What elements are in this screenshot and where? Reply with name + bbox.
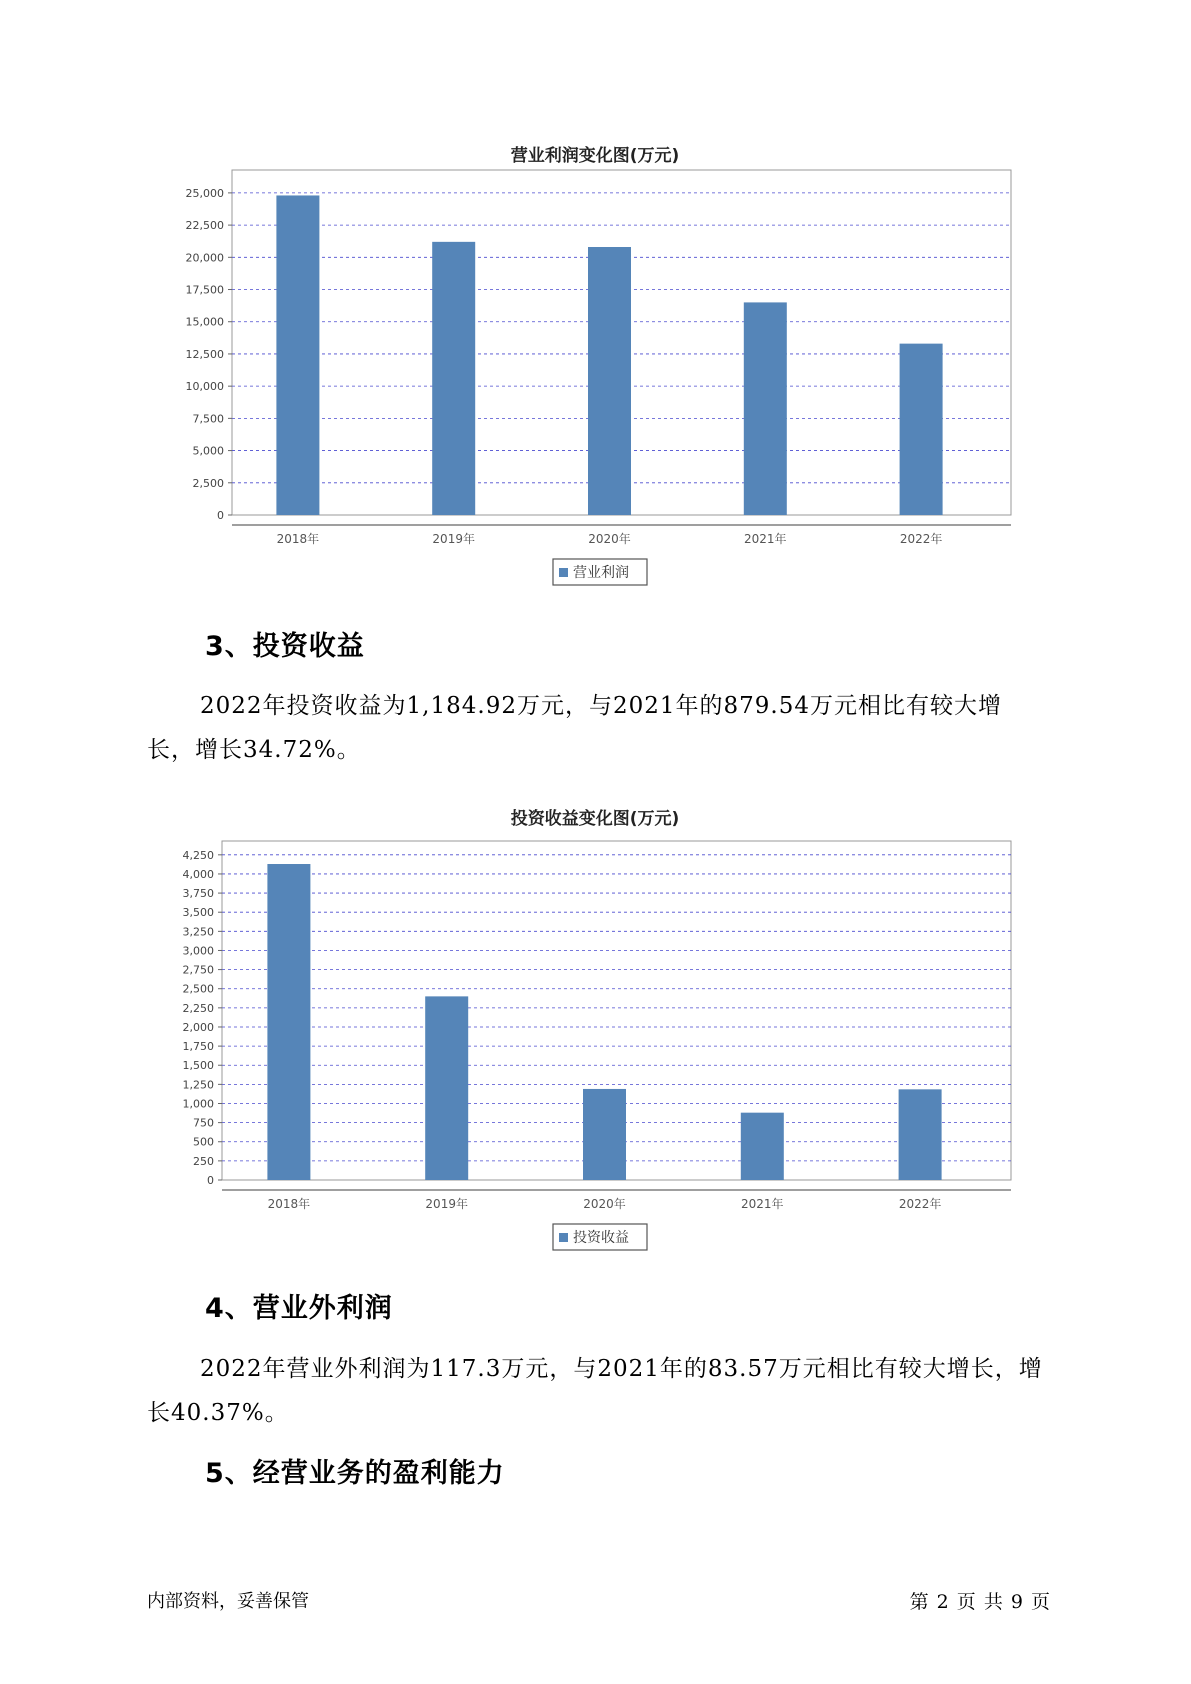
bar-2021年: [744, 302, 787, 515]
investment-income-chart-svg: [0, 798, 1191, 1258]
y-tick-label: 3,500: [182, 906, 214, 920]
y-tick-label: 750: [193, 1116, 214, 1130]
y-tick-label: 2,750: [182, 963, 214, 977]
x-tick-label: 2020年: [583, 1197, 626, 1211]
y-tick-label: 2,500: [182, 982, 214, 996]
bar-2020年: [588, 247, 631, 515]
y-tick-label: 1,250: [182, 1078, 214, 1092]
section-4-paragraph: 2022年营业外利润为117.3万元，与2021年的83.57万元相比有较大增长，增长40.37%。: [147, 1356, 1043, 1426]
y-tick-label: 1,750: [182, 1040, 214, 1054]
legend-label: 营业利润: [573, 565, 629, 581]
x-tick-label: 2020年: [588, 532, 631, 546]
legend-label: 投资收益: [573, 1230, 629, 1246]
x-tick-label: 2019年: [425, 1197, 468, 1211]
x-tick-label: 2018年: [276, 532, 320, 546]
y-tick-label: 500: [193, 1135, 214, 1149]
bar-2020年: [583, 1089, 626, 1180]
footer-confidential-note: 内部资料，妥善保管: [147, 1591, 309, 1612]
chart-title: 营业利润变化图(万元): [510, 146, 680, 166]
footer-page-number: 第 2 页 共 9 页: [909, 1591, 1051, 1613]
y-tick-label: 22,500: [185, 219, 224, 233]
section-3-paragraph: 2022年投资收益为1,184.92万元，与2021年的879.54万元相比有较大增长，增长34.72%。: [147, 693, 1002, 763]
operating-profit-chart: [0, 135, 1191, 595]
bar-2021年: [741, 1113, 784, 1180]
x-tick-label: 2021年: [741, 1197, 784, 1211]
y-tick-label: 0: [217, 509, 224, 522]
legend-swatch: [559, 568, 568, 577]
y-tick-label: 2,500: [192, 476, 224, 490]
y-tick-label: 20,000: [185, 251, 224, 265]
y-tick-label: 2,250: [182, 1001, 214, 1015]
y-tick-label: 1,000: [182, 1097, 214, 1111]
y-tick-label: 7,500: [192, 412, 224, 426]
x-tick-label: 2022年: [899, 532, 943, 546]
bar-2019年: [425, 996, 468, 1180]
y-tick-label: 25,000: [185, 186, 224, 200]
y-tick-label: 3,750: [182, 887, 214, 901]
y-tick-label: 5,000: [192, 444, 224, 458]
legend-swatch: [559, 1233, 568, 1242]
y-tick-label: 4,000: [182, 867, 214, 881]
bar-2019年: [432, 242, 475, 515]
y-tick-label: 2,000: [182, 1020, 214, 1034]
chart-title: 投资收益变化图(万元): [510, 809, 680, 829]
y-tick-label: 1,500: [182, 1059, 214, 1073]
y-tick-label: 0: [207, 1174, 214, 1187]
y-tick-label: 15,000: [185, 315, 224, 329]
investment-income-chart: [0, 798, 1191, 1258]
x-tick-label: 2021年: [744, 532, 787, 546]
y-tick-label: 3,000: [182, 944, 214, 958]
y-tick-label: 4,250: [182, 848, 214, 862]
section-4-heading: 4、营业外利润: [205, 1293, 393, 1324]
section-5-heading: 5、经营业务的盈利能力: [205, 1458, 505, 1489]
y-tick-label: 3,250: [182, 925, 214, 939]
y-tick-label: 10,000: [185, 380, 224, 394]
y-tick-label: 17,500: [185, 283, 224, 297]
x-tick-label: 2018年: [267, 1197, 311, 1211]
bar-2022年: [900, 344, 943, 515]
y-tick-label: 12,500: [185, 347, 224, 361]
bar-2022年: [899, 1089, 942, 1180]
bar-2018年: [267, 864, 310, 1180]
operating-profit-chart-svg: [0, 135, 1191, 595]
y-tick-label: 250: [193, 1154, 214, 1168]
section-3-heading: 3、投资收益: [205, 631, 365, 662]
x-tick-label: 2019年: [432, 532, 475, 546]
bar-2018年: [276, 195, 319, 515]
x-tick-label: 2022年: [898, 1197, 942, 1211]
